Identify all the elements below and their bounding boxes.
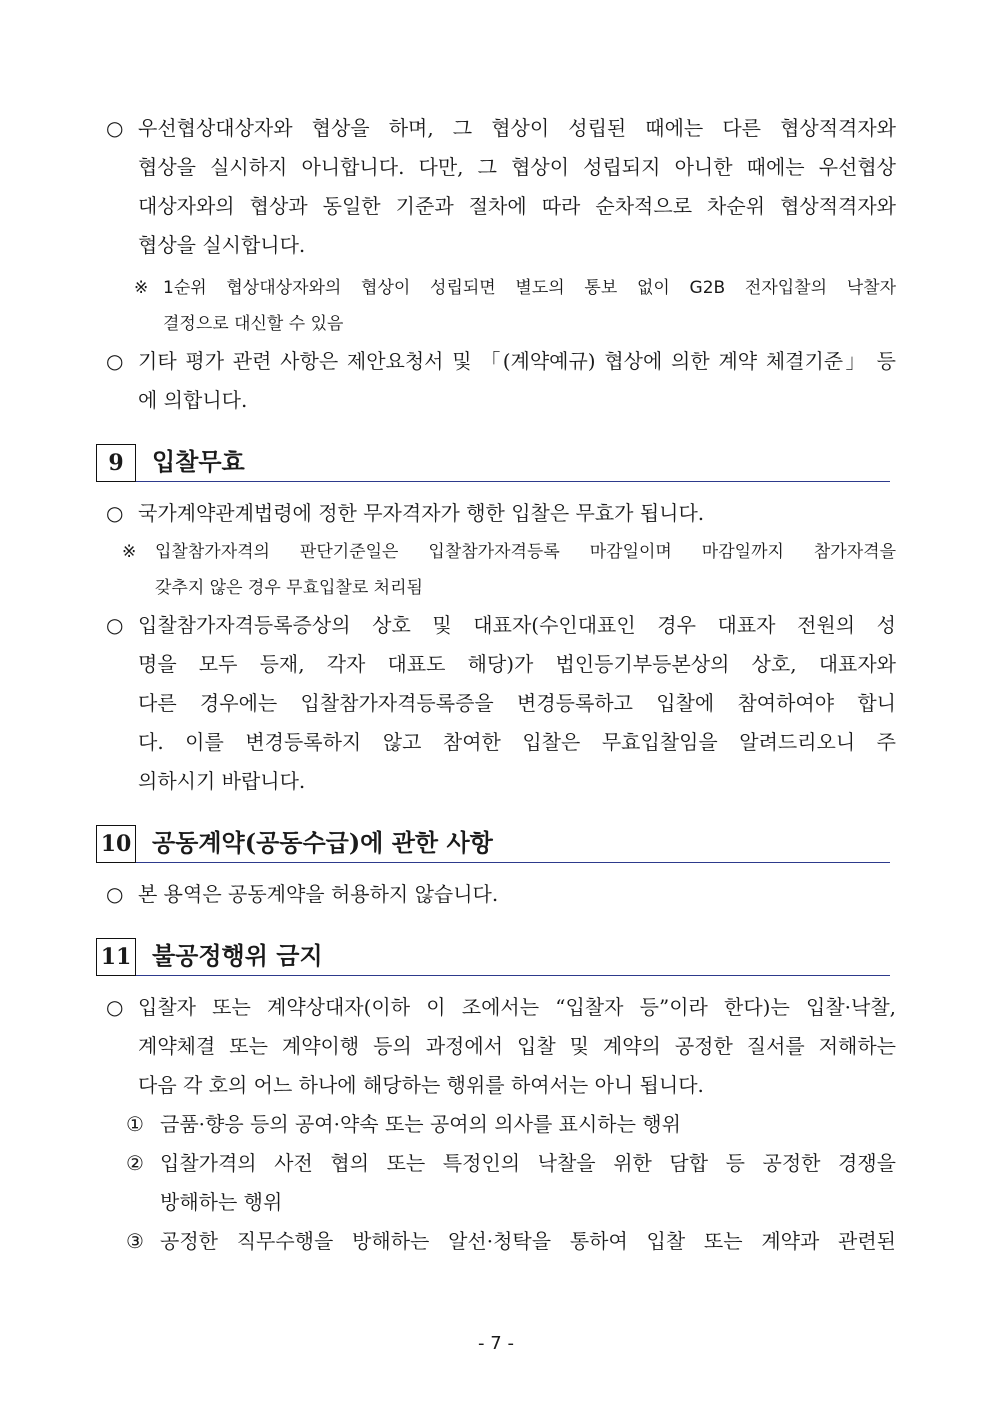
section-heading-10 [96, 825, 890, 863]
page-number: - 7 - [478, 1333, 514, 1354]
circle-bullet-icon: ○ [106, 995, 124, 1019]
note-line: 입찰참가자격의 판단기준일은 입찰참가자격등록 마감일이며 마감일까지 참가자격을 [155, 542, 896, 562]
text-line: 입찰가격의 사전 협의 또는 특정인의 낙찰을 위한 담합 등 공정한 경쟁을 [160, 1151, 896, 1175]
reference-mark-icon: ※ [122, 542, 137, 562]
text-line: 대상자와의 협상과 동일한 기준과 절차에 따라 순차적으로 차순위 협상적격자와 [138, 194, 896, 218]
text-line: 기타 평가 관련 사항은 제안요청서 및 「(계약예규) 협상에 의한 계약 체결기준」 등 [138, 349, 896, 373]
text-line: 다른 경우에는 입찰참가자격등록증을 변경등록하고 입찰에 참여하여야 합니 [138, 691, 896, 715]
note-line: 1순위 협상대상자와의 협상이 성립되면 별도의 통보 없이 G2B 전자입찰의 낙찰자 [163, 278, 896, 298]
section-number: 10 [96, 825, 136, 863]
text-line: 협상을 실시하지 아니합니다. 다만, 그 협상이 성립되지 아니한 때에는 우선협상 [138, 155, 896, 179]
text-line: 다. 이를 변경등록하지 않고 참여한 입찰은 무효입찰임을 알려드리오니 주 [138, 730, 896, 754]
section-title: 불공정행위 금지 [152, 941, 323, 970]
number-one-icon: ① [126, 1112, 144, 1136]
section-number: 9 [96, 444, 136, 482]
heading-underline [136, 862, 890, 863]
text-line: 입찰참가자격등록증상의 상호 및 대표자(수인대표인 경우 대표자 전원의 성 [138, 613, 896, 637]
text-line: 명을 모두 등재, 각자 대표도 해당)가 법인등기부등본상의 상호, 대표자와 [138, 652, 896, 676]
text-line: 우선협상대상자와 협상을 하며, 그 협상이 성립된 때에는 다른 협상적격자와 [138, 116, 896, 140]
circle-bullet-icon: ○ [106, 882, 124, 906]
text-line: 본 용역은 공동계약을 허용하지 않습니다. [138, 882, 499, 906]
section-title: 공동계약(공동수급)에 관한 사항 [152, 828, 493, 857]
circle-bullet-icon: ○ [106, 116, 124, 140]
text-line: 방해하는 행위 [160, 1190, 283, 1214]
text-line: 국가계약관계법령에 정한 무자격자가 행한 입찰은 무효가 됩니다. [138, 501, 705, 525]
note-line: 결정으로 대신할 수 있음 [163, 314, 344, 334]
section-title: 입찰무효 [152, 447, 245, 476]
text-line: 다음 각 호의 어느 하나에 해당하는 행위를 하여서는 아니 됩니다. [138, 1073, 704, 1097]
section-number: 11 [96, 938, 136, 976]
reference-mark-icon: ※ [134, 278, 149, 298]
section-heading-11 [96, 938, 890, 976]
text-line: 계약체결 또는 계약이행 등의 과정에서 입찰 및 계약의 공정한 질서를 저해하는 [138, 1034, 896, 1058]
heading-underline [136, 975, 890, 976]
text-line: 금품·향응 등의 공여·약속 또는 공여의 의사를 표시하는 행위 [160, 1112, 681, 1136]
section-heading-9 [96, 444, 890, 482]
note-line: 갖추지 않은 경우 무효입찰로 처리됨 [155, 578, 423, 598]
text-line: 공정한 직무수행을 방해하는 알선·청탁을 통하여 입찰 또는 계약과 관련된 [160, 1229, 896, 1253]
heading-underline [136, 481, 890, 482]
circle-bullet-icon: ○ [106, 613, 124, 637]
number-two-icon: ② [126, 1151, 144, 1175]
text-line: 에 의합니다. [138, 388, 248, 412]
text-line: 입찰자 또는 계약상대자(이하 이 조에서는 “입찰자 등”이라 한다)는 입찰·낙찰, [138, 995, 896, 1019]
circle-bullet-icon: ○ [106, 349, 124, 373]
number-three-icon: ③ [126, 1229, 144, 1253]
text-line: 협상을 실시합니다. [138, 233, 306, 257]
circle-bullet-icon: ○ [106, 501, 124, 525]
text-line: 의하시기 바랍니다. [138, 769, 306, 793]
